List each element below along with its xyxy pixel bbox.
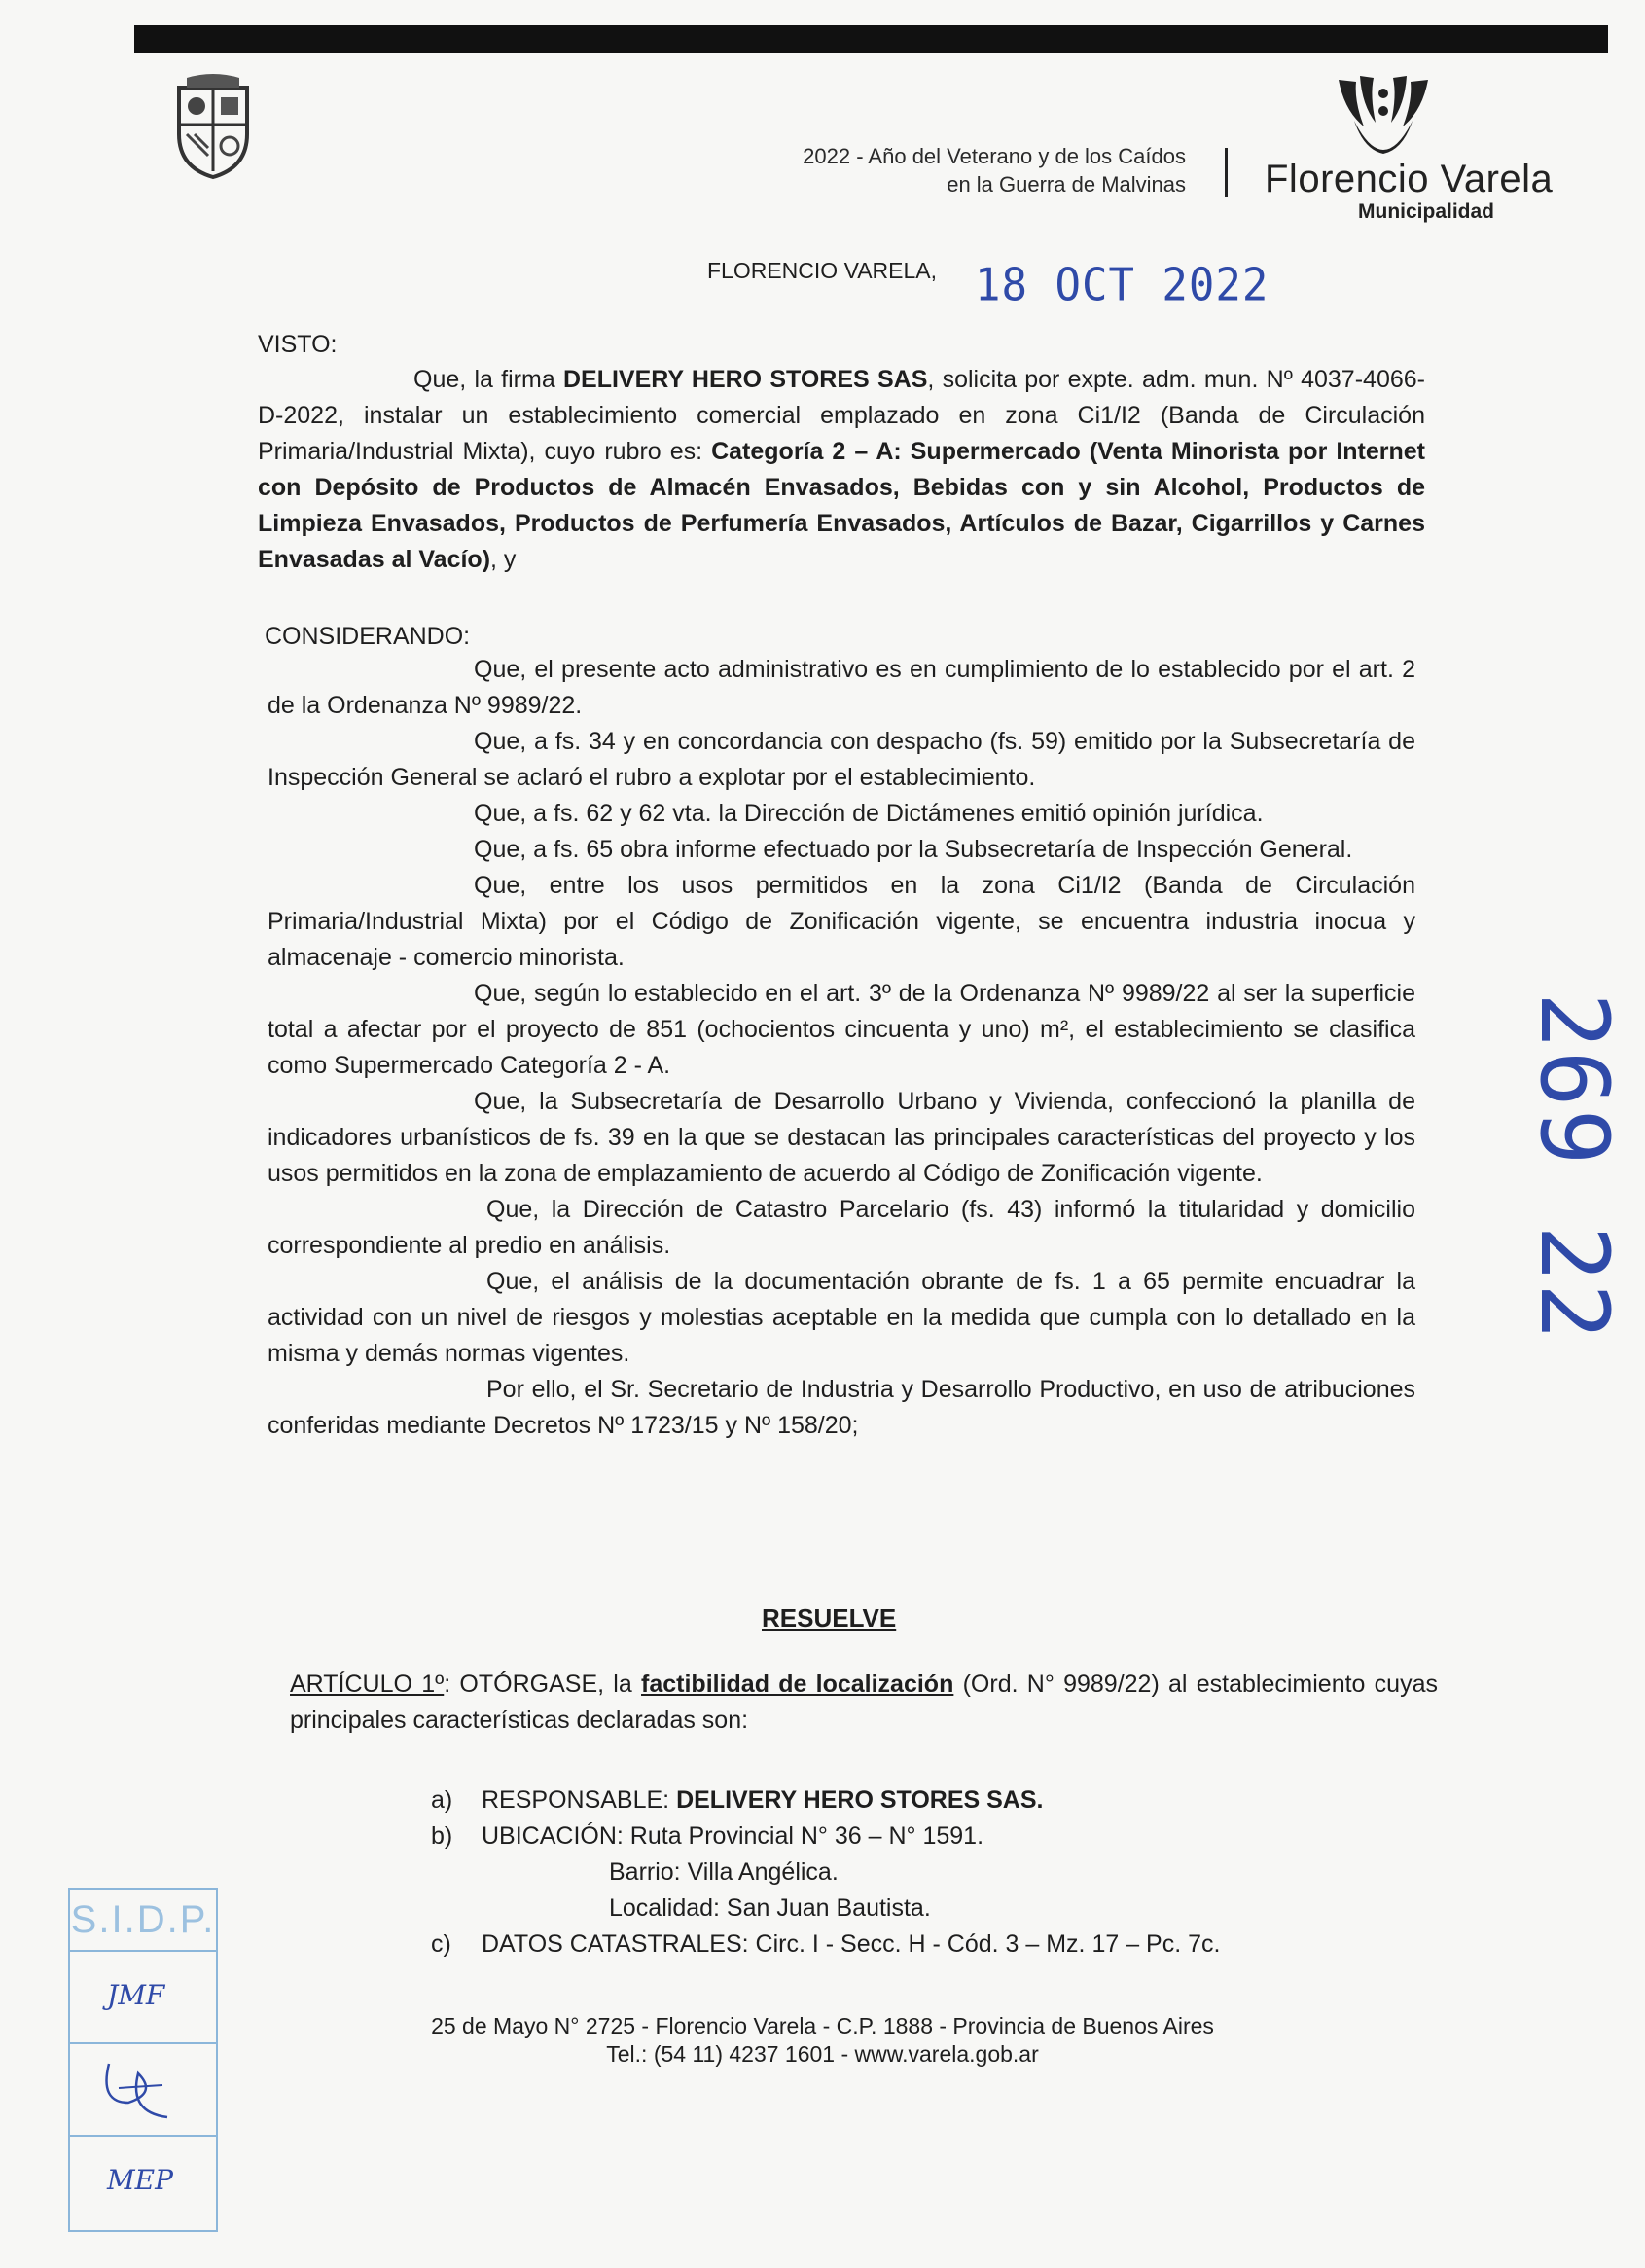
articulo-text-1: : OTÓRGASE, la: [444, 1671, 642, 1698]
motto-line-2: en la Guerra de Malvinas: [947, 172, 1186, 197]
motto-line-1: 2022 - Año del Veterano y de los Caídos: [803, 144, 1186, 168]
articulo-text-2: (Ord. N° 9989/22) al establecimiento cuyas principales características declaradas son:: [290, 1671, 1438, 1734]
item-marker: c): [431, 1930, 451, 1958]
considerando-heading: CONSIDERANDO:: [265, 623, 471, 650]
visto-heading: VISTO:: [258, 331, 338, 358]
list-item: [431, 1926, 1220, 1962]
barrio-text: Barrio: Villa Angélica.: [609, 1858, 839, 1886]
year-motto: [803, 142, 1186, 198]
footer-line-2: Tel.: (54 11) 4237 1601 - www.varela.gob.ar: [606, 2041, 1039, 2067]
visto-text-2: , solicita por expte. adm. mun. Nº 4037-4066-D-2022, instalar un establecimiento comercial emplazado en zona Ci1/I2 (Banda de Circulación Primaria/Industrial Mixta), cuyo rubro es:: [258, 366, 1425, 465]
visto-text-1: Que, la firma: [413, 366, 563, 393]
articulo-label: ARTÍCULO 1º: [290, 1671, 445, 1698]
florencio-varela-logo-icon: [1335, 72, 1432, 165]
sidp-cell-2: [70, 2044, 216, 2137]
sidp-initials-2: MEP: [107, 2164, 173, 2196]
considerando-p3: Que, a fs. 62 y 62 vta. la Dirección de Dictámenes emitió opinión jurídica.: [474, 800, 1264, 827]
considerando-p2: Que, a fs. 34 y en concordancia con despacho (fs. 59) emitido por la Subsecretaría de Inspección General se aclaró el rubro a explotar por el establecimiento.: [268, 728, 1415, 791]
logo-name: Florencio Varela: [1265, 158, 1554, 200]
logo-subtitle: Municipalidad: [1358, 200, 1495, 223]
considerando-p6: Que, según lo establecido en el art. 3º de la Ordenanza Nº 9989/22 al ser la superficie total a afectar por el proyecto de 851 (ochocientos cincuenta y uno) m², el establecimiento se clasifica como Supermercado Categoría 2 - A.: [268, 980, 1415, 1079]
date-stamp: 18 OCT 2022: [975, 259, 1270, 312]
firm-name: DELIVERY HERO STORES SAS: [562, 366, 928, 393]
characteristics-list: [431, 1782, 1220, 1962]
catastrales-text: DATOS CATASTRALES: Circ. I - Secc. H - Cód. 3 – Mz. 17 – Pc. 7c.: [482, 1930, 1221, 1958]
footer-address: [0, 2012, 1645, 2069]
considerando-p4: Que, a fs. 65 obra informe efectuado por la Subsecretaría de Inspección General.: [474, 836, 1353, 863]
localidad-text: Localidad: San Juan Bautista.: [609, 1894, 931, 1922]
sidp-initials-1: JMF: [107, 1979, 165, 2011]
considerando-section: [268, 652, 1415, 1444]
item-marker: a): [431, 1786, 453, 1814]
responsable-value: DELIVERY HERO STORES SAS.: [676, 1786, 1044, 1814]
resuelve-heading: RESUELVE: [762, 1603, 897, 1633]
rubro-text: Categoría 2 – A: Supermercado (Venta Minorista por Internet con Depósito de Productos de Almacén Envasados, Bebidas con y sin Alcohol, Productos de Limpieza Envasados, Productos de Perfumería Envasados, Artículos de Bazar, Cigarrillos y Carnes Envasadas al Vacío): [258, 438, 1425, 573]
list-item: [431, 1782, 1220, 1818]
ubicacion-text: UBICACIÓN: Ruta Provincial N° 36 – N° 1591.: [482, 1822, 984, 1850]
considerando-p8: Que, la Dirección de Catastro Parcelario (fs. 43) informó la titularidad y domicilio correspondiente al predio en análisis.: [268, 1196, 1415, 1259]
top-black-bar: [134, 25, 1608, 53]
considerando-p1: Que, el presente acto administrativo es en cumplimiento de lo establecido por el art. 2 de la Ordenanza Nº 9989/22.: [268, 656, 1415, 719]
header-divider: [1225, 148, 1228, 197]
responsable-label: RESPONSABLE:: [482, 1786, 677, 1814]
municipal-crest-icon: [173, 74, 253, 181]
articulo-1: [290, 1667, 1438, 1739]
visto-paragraph: [258, 362, 1425, 578]
considerando-p5: Que, entre los usos permitidos en la zona Ci1/I2 (Banda de Circulación Primaria/Industrial Mixta) por el Código de Zonificación vigente, se encuentra industria inocua y almacenaje - comercio minorista.: [268, 872, 1415, 971]
signature-icon: [70, 2044, 212, 2135]
footer-line-1: 25 de Mayo N° 2725 - Florencio Varela - C.P. 1888 - Provincia de Buenos Aires: [431, 2013, 1214, 2038]
sidp-title: S.I.D.P.: [70, 1890, 216, 1952]
list-item: [431, 1818, 1220, 1854]
considerando-p10: Por ello, el Sr. Secretario de Industria y Desarrollo Productivo, en uso de atribuciones conferidas mediante Decretos Nº 1723/15 y Nº 158/20;: [268, 1376, 1415, 1439]
sidp-cell-3: [70, 2137, 216, 2227]
resolution-number-stamp: [1440, 992, 1628, 1421]
sidp-cell-1: [70, 1952, 216, 2044]
considerando-p9: Que, el análisis de la documentación obrante de fs. 1 a 65 permite encuadrar la actividad con un nivel de riesgos y molestias aceptable en la medida que cumpla con lo detallado en la misma y demás normas vigentes.: [268, 1268, 1415, 1367]
sidp-stamp: [68, 1888, 218, 2232]
visto-text-3: , y: [490, 546, 517, 573]
item-marker: b): [431, 1822, 453, 1850]
considerando-p7: Que, la Subsecretaría de Desarrollo Urbano y Vivienda, confeccionó la planilla de indicadores urbanísticos de fs. 39 en la que se destacan las principales características del proyecto y los usos permitidos en la zona de emplazamiento de acuerdo al Código de Zonificación vigente.: [268, 1088, 1415, 1187]
articulo-bold: factibilidad de localización: [641, 1671, 954, 1698]
resolution-number: 269 22: [1520, 992, 1628, 1342]
place-heading: FLORENCIO VARELA,: [707, 258, 938, 283]
